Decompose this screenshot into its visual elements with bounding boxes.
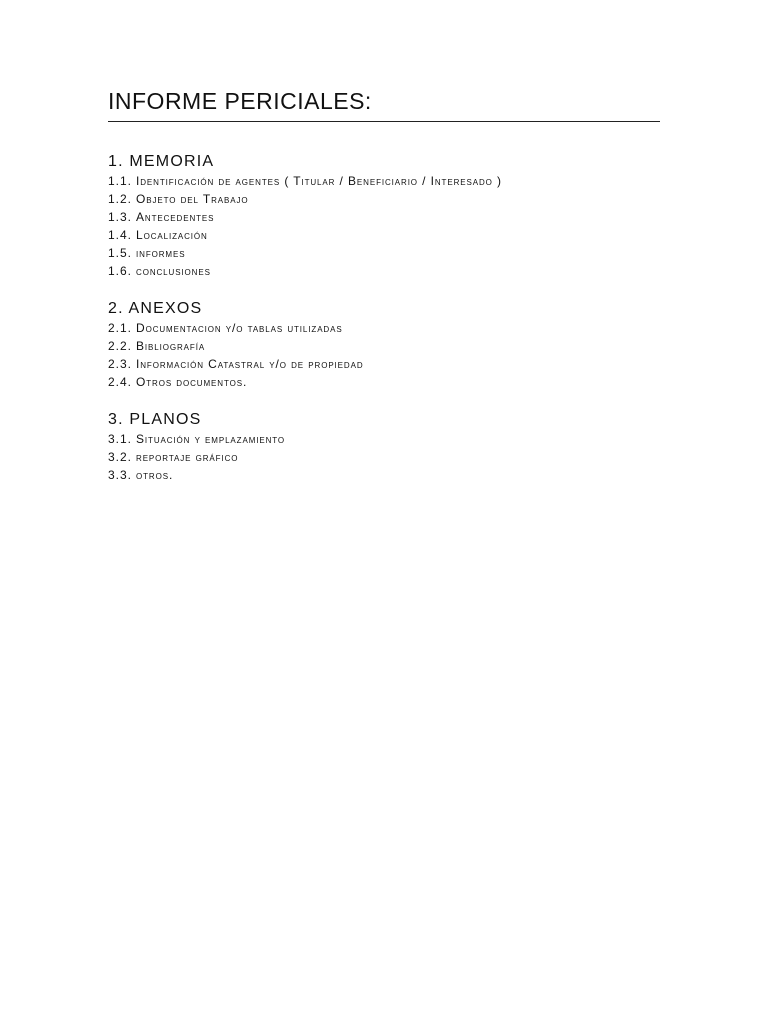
list-item (108, 448, 660, 466)
item-number: 3.3. (108, 468, 133, 482)
section-heading: 3. PLANOS (108, 411, 202, 428)
list-item (108, 172, 660, 190)
item-number: 2.4. (108, 375, 133, 389)
list-item (108, 430, 660, 448)
section-item-list (108, 319, 660, 391)
section-item-list (108, 172, 660, 280)
list-item (108, 373, 660, 391)
list-item (108, 319, 660, 337)
item-number: 1.3. (108, 210, 133, 224)
list-item (108, 190, 660, 208)
list-item (108, 337, 660, 355)
item-text: Bibliografía (136, 339, 206, 353)
item-number: 1.5. (108, 246, 133, 260)
list-item (108, 355, 660, 373)
item-text: Otros documentos. (136, 375, 248, 389)
list-item (108, 226, 660, 244)
section-anexos (108, 299, 660, 391)
section-heading: 1. MEMORIA (108, 153, 215, 170)
item-text: otros. (136, 468, 174, 482)
list-item (108, 208, 660, 226)
list-item (108, 262, 660, 280)
item-number: 1.2. (108, 192, 133, 206)
item-text: Situación y emplazamiento (136, 432, 286, 446)
section-memoria (108, 152, 660, 280)
item-number: 2.1. (108, 321, 133, 335)
section-item-list (108, 430, 660, 484)
item-text: Localización (136, 228, 208, 242)
item-text: informes (136, 246, 186, 260)
item-number: 1.6. (108, 264, 133, 278)
list-item (108, 466, 660, 484)
item-number: 2.3. (108, 357, 133, 371)
item-text: Identificación de agentes ( Titular / Beneficiario / Interesado ) (136, 174, 502, 188)
item-text: Antecedentes (136, 210, 215, 224)
item-number: 3.2. (108, 450, 133, 464)
section-planos (108, 410, 660, 484)
item-number: 2.2. (108, 339, 133, 353)
item-text: Objeto del Trabajo (136, 192, 249, 206)
item-number: 1.4. (108, 228, 133, 242)
item-number: 1.1. (108, 174, 133, 188)
item-text: reportaje gráfico (136, 450, 239, 464)
document-title: INFORME PERICIALES: (108, 88, 372, 114)
item-number: 3.1. (108, 432, 133, 446)
item-text: Información Catastral y/o de propiedad (136, 357, 364, 371)
title-underline (108, 121, 660, 122)
document-page (108, 86, 660, 484)
section-heading: 2. ANEXOS (108, 300, 203, 317)
list-item (108, 244, 660, 262)
item-text: Documentacion y/o tablas utilizadas (136, 321, 343, 335)
item-text: conclusiones (136, 264, 211, 278)
